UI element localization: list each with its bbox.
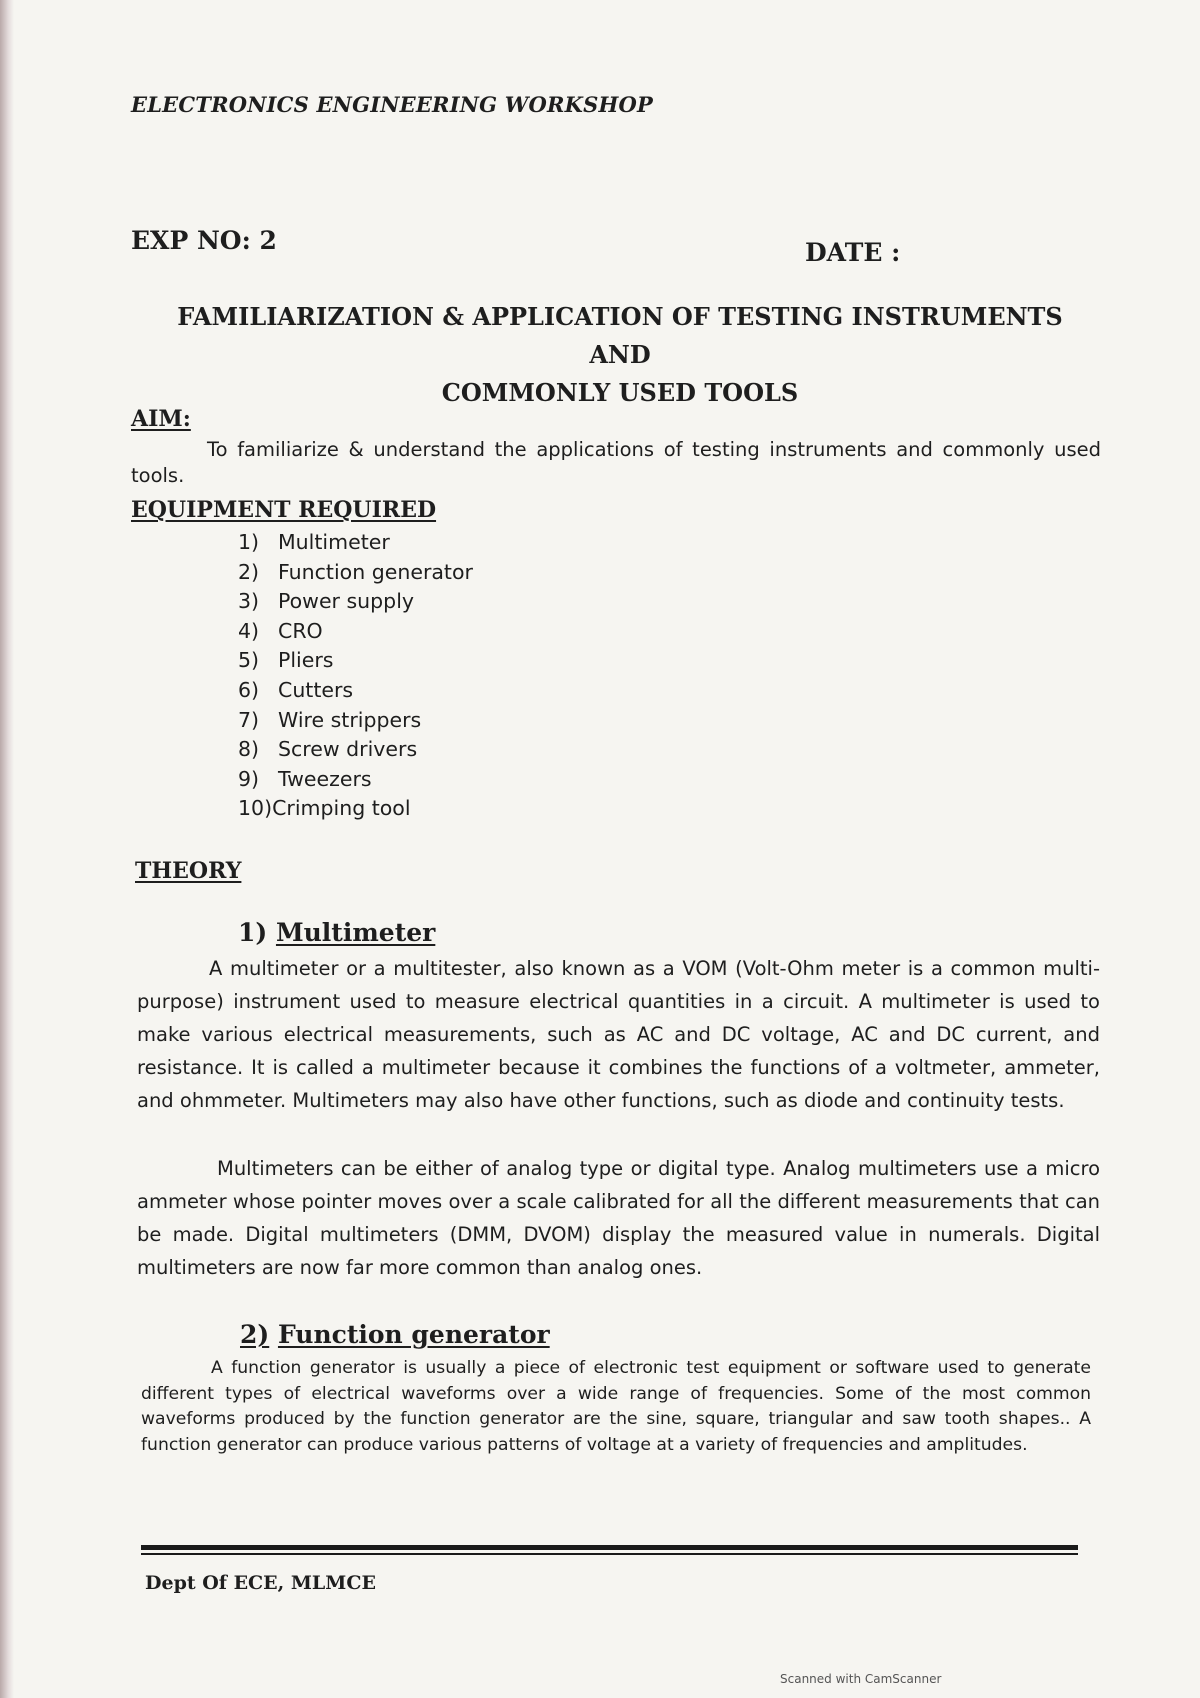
running-header: ELECTRONICS ENGINEERING WORKSHOP [131, 92, 654, 117]
multimeter-paragraph-2: Multimeters can be either of analog type or digital type. Analog multimeters use a micro ammeter whose pointer moves over a scale calibrated for all the different measurements that can be made. Digital multimeters (DMM, DVOM) display the measured value in numerals. Digital multimeters are now far more common than analog ones. [137, 1157, 1100, 1279]
list-item: 9) Tweezers [238, 766, 372, 791]
multimeter-heading [238, 918, 435, 947]
section-title: Multimeter [275, 918, 436, 947]
date-label: DATE : [805, 238, 901, 267]
equipment-list [238, 528, 473, 824]
section-number: 1) [238, 918, 268, 947]
multimeter-paragraph-1: A multimeter or a multitester, also known as a VOM (Volt-Ohm meter is a common multi-purpose) instrument used to measure electrical quantities in a circuit. A multimeter is used to make various electrical measurements, such as AC and DC voltage, AC and DC current, and resistance. It is called a multimeter because it combines the functions of a voltmeter, ammeter, and ohmmeter. Multimeters may also have other functions, such as diode and continuity tests. [137, 957, 1100, 1112]
list-item: 3) Power supply [238, 589, 415, 614]
section-title: Function generator [277, 1320, 550, 1349]
section-number: 2) [240, 1320, 270, 1349]
function-generator-paragraph: A function generator is usually a piece of electronic test equipment or software used to generate different types of electrical waveforms over a wide range of frequencies. Some of the most common waveforms produced by the function generator are the sine, square, triangular and saw tooth shapes.. A function generator can produce various patterns of voltage at a variety of frequencies and amplitudes. [141, 1358, 1091, 1455]
equipment-heading: EQUIPMENT REQUIRED [131, 497, 437, 523]
list-item: 7) Wire strippers [238, 707, 422, 732]
list-item: 5) Pliers [238, 648, 334, 673]
aim-text: To familiarize & understand the applications of testing instruments and commonly used tools. [131, 438, 1101, 487]
footer-divider [141, 1545, 1078, 1550]
page-title-line-1: FAMILIARIZATION & APPLICATION OF TESTING INSTRUMENTS AND [177, 302, 1063, 369]
footer-divider-thin [141, 1553, 1078, 1555]
scanner-watermark: Scanned with CamScanner [780, 1672, 942, 1686]
list-item: 2) Function generator [238, 559, 473, 584]
list-item: 6) Cutters [238, 677, 354, 702]
function-generator-heading [240, 1320, 550, 1349]
page-title [150, 298, 1090, 412]
list-item: 4) CRO [238, 618, 323, 643]
experiment-number: EXP NO: 2 [131, 226, 277, 255]
footer-department: Dept Of ECE, MLMCE [145, 1572, 376, 1594]
list-item: 10)Crimping tool [238, 796, 411, 821]
scan-page-edge [0, 0, 14, 1698]
aim-heading: AIM: [131, 406, 191, 432]
list-item: 1) Multimeter [238, 530, 390, 554]
page-title-line-2: COMMONLY USED TOOLS [441, 378, 799, 407]
theory-heading: THEORY [135, 858, 242, 884]
list-item: 8) Screw drivers [238, 737, 418, 762]
